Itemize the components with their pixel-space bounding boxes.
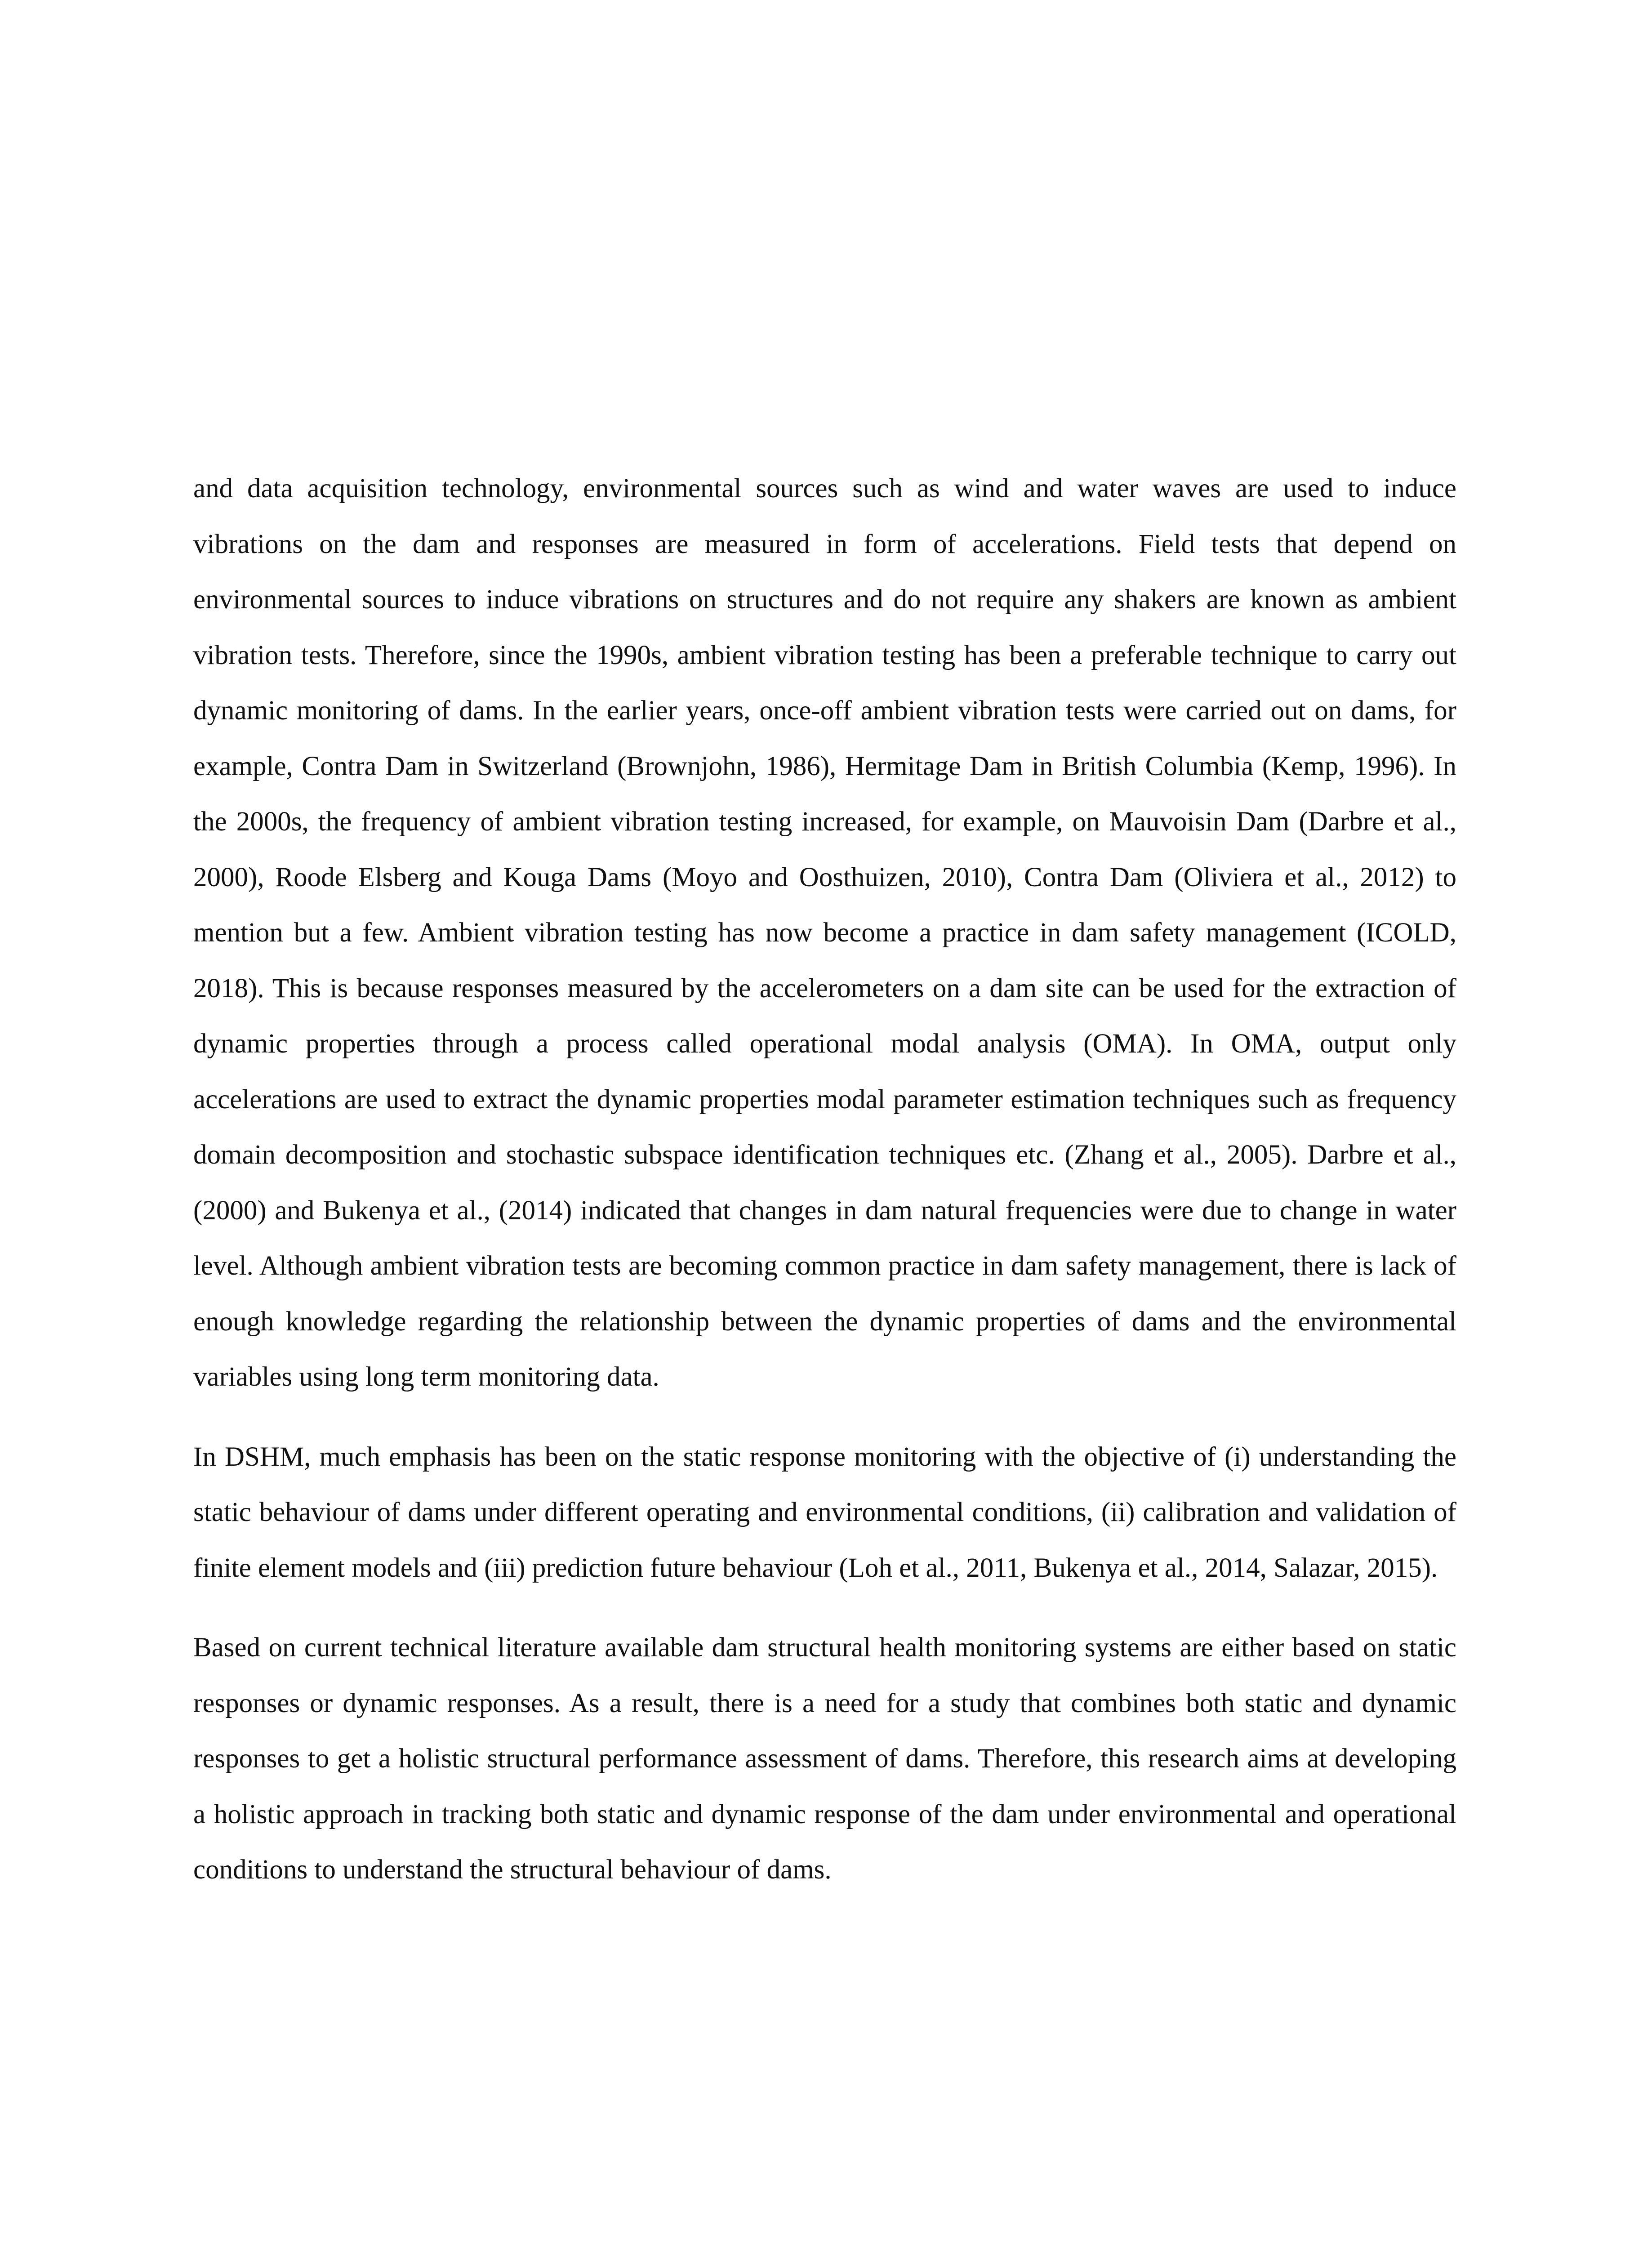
paragraph-dshm-static-monitoring: In DSHM, much emphasis has been on the static response monitoring with the objective of (i) understanding the static behaviour of dams under different operating and environmental conditions, (ii) calibration and validation of finite element models and (iii) prediction future behaviour (Loh et al., 2011, Bukenya et al., 2014, Salazar, 2015). — [193, 1441, 1456, 1583]
body-text — [193, 461, 1456, 1898]
paragraph-ambient-vibration-testing: and data acquisition technology, environmental sources such as wind and water waves are used to induce vibrations on the dam and responses are measured in form of accelerations. Field tests that depend on environmental sources to induce vibrations on structures and do not require any shakers are known as ambient vibration tests. Therefore, since the 1990s, ambient vibration testing has been a preferable technique to carry out dynamic monitoring of dams. In the earlier years, once-off ambient vibration tests were carried out on dams, for example, Contra Dam in Switzerland (Brownjohn, 1986), Hermitage Dam in British Columbia (Kemp, 1996). In the 2000s, the frequency of ambient vibration testing increased, for example, on Mauvoisin Dam (Darbre et al., 2000), Roode Elsberg and Kouga Dams (Moyo and Oosthuizen, 2010), Contra Dam (Oliviera et al., 2012) to mention but a few. Ambient vibration testing has now become a practice in dam safety management (ICOLD, 2018). This is because responses measured by the accelerometers on a dam site can be used for the extraction of dynamic properties through a process called operational modal analysis (OMA). In OMA, output only accelerations are used to extract the dynamic properties modal parameter estimation techniques such as frequency domain decomposition and stochastic subspace identification techniques etc. (Zhang et al., 2005). Darbre et al., (2000) and Bukenya et al., (2014) indicated that changes in dam natural frequencies were due to change in water level. Although ambient vibration tests are becoming common practice in dam safety management, there is lack of enough knowledge regarding the relationship between the dynamic properties of dams and the environmental variables using long term monitoring data. — [193, 473, 1456, 1392]
paragraph-research-aim: Based on current technical literature available dam structural health monitoring systems are either based on static responses or dynamic responses. As a result, there is a need for a study that combines both static and dynamic responses to get a holistic structural performance assessment of dams. Therefore, this research aims at developing a holistic approach in tracking both static and dynamic response of the dam under environmental and operational conditions to understand the structural behaviour of dams. — [193, 1632, 1456, 1885]
